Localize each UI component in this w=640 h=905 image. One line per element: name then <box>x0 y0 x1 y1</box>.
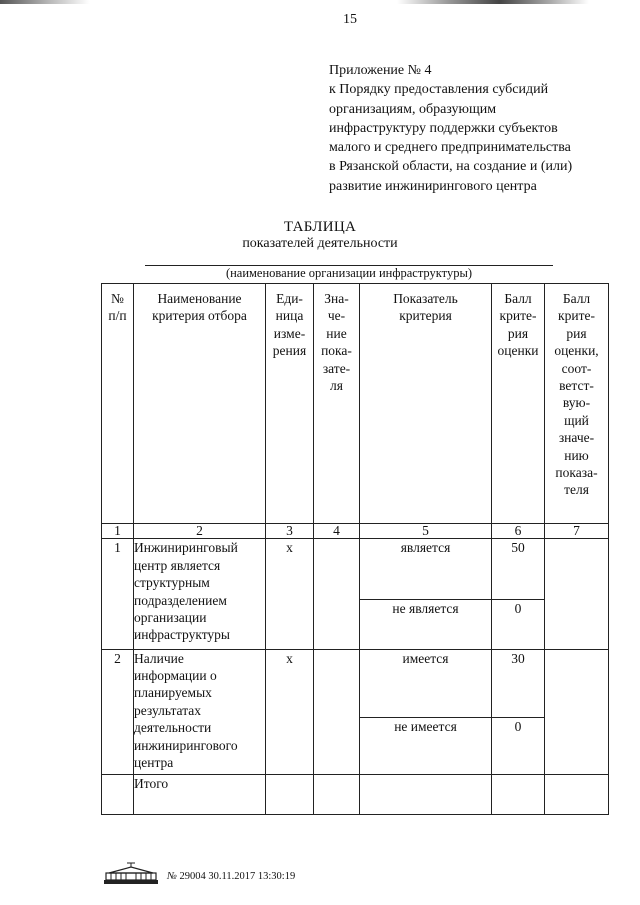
header-cell-indicator: Показатель критерия <box>360 284 492 524</box>
row-number: 2 <box>102 649 134 774</box>
appendix-line: малого и среднего предпринимательства <box>329 140 571 156</box>
matching-score-cell <box>545 539 609 649</box>
row-number: 1 <box>102 539 134 649</box>
header-cell-matching-score: Балл крите- рия оценки, соот- ветст- вую- щий значе- нию показа- теля <box>545 284 609 524</box>
value-cell <box>314 539 360 649</box>
score-cell: 0 <box>492 718 545 775</box>
total-empty-cell <box>266 775 314 815</box>
appendix-line: в Рязанской области, на создание и (или) <box>329 159 573 175</box>
header-cell-number: № п/п <box>102 284 134 524</box>
header-cell-unit: Еди- ница изме- рения <box>266 284 314 524</box>
score-cell: 50 <box>492 539 545 599</box>
column-number: 2 <box>134 524 266 539</box>
score-cell: 30 <box>492 649 545 718</box>
header-cell-criterion-name: Наименование критерия отбора <box>134 284 266 524</box>
total-empty-cell <box>492 775 545 815</box>
table-title: ТАБЛИЦА <box>283 219 357 235</box>
appendix-line: Приложение № 4 <box>329 63 432 78</box>
criterion-name: Наличие информации о планируемых результатах деятельности инжинирингового центра <box>134 649 266 774</box>
value-cell <box>314 649 360 774</box>
indicator-cell: является <box>360 539 492 599</box>
column-number: 4 <box>314 524 360 539</box>
registration-footer <box>167 871 295 882</box>
total-row <box>102 775 609 815</box>
appendix-line: инфраструктуру поддержки субъектов <box>329 120 558 136</box>
total-empty-cell <box>545 775 609 815</box>
doc-number: 29004 <box>179 871 206 882</box>
total-empty-cell <box>102 775 134 815</box>
column-number-row <box>102 524 609 539</box>
number-sign: № <box>167 871 177 882</box>
indicator-cell: не имеется <box>360 718 492 775</box>
total-label: Итого <box>134 775 266 815</box>
column-number: 7 <box>545 524 609 539</box>
appendix-line: к Порядку предоставления субсидий <box>329 82 549 98</box>
table-row <box>102 649 609 718</box>
table-row <box>102 539 609 599</box>
unit-cell: х <box>266 649 314 774</box>
appendix-header <box>329 61 629 196</box>
criteria-table <box>101 283 609 815</box>
appendix-line: развитие инжинирингового центра <box>329 178 537 194</box>
unit-cell: х <box>266 539 314 649</box>
org-name-caption: (наименование организации инфраструктуры) <box>225 266 473 280</box>
scan-edge-artifact <box>0 0 640 4</box>
column-number: 3 <box>266 524 314 539</box>
column-number: 5 <box>360 524 492 539</box>
column-number: 6 <box>492 524 545 539</box>
header-cell-score: Балл крите- рия оценки <box>492 284 545 524</box>
page-number: 15 <box>343 12 357 27</box>
total-empty-cell <box>314 775 360 815</box>
score-cell: 0 <box>492 599 545 649</box>
appendix-line: организациям, образующим <box>329 101 497 117</box>
registry-stamp-icon <box>103 861 159 886</box>
indicator-cell: имеется <box>360 649 492 718</box>
header-cell-value: Зна- че- ние пока- зате- ля <box>314 284 360 524</box>
column-number: 1 <box>102 524 134 539</box>
table-header-row <box>102 284 609 524</box>
criterion-name: Инжиниринговый центр является структурным подразделением организации инфраструктуры <box>134 539 266 649</box>
matching-score-cell <box>545 649 609 774</box>
indicator-cell: не является <box>360 599 492 649</box>
total-empty-cell <box>360 775 492 815</box>
table-subtitle: показателей деятельности <box>242 236 398 251</box>
doc-timestamp: 30.11.2017 13:30:19 <box>208 871 296 882</box>
